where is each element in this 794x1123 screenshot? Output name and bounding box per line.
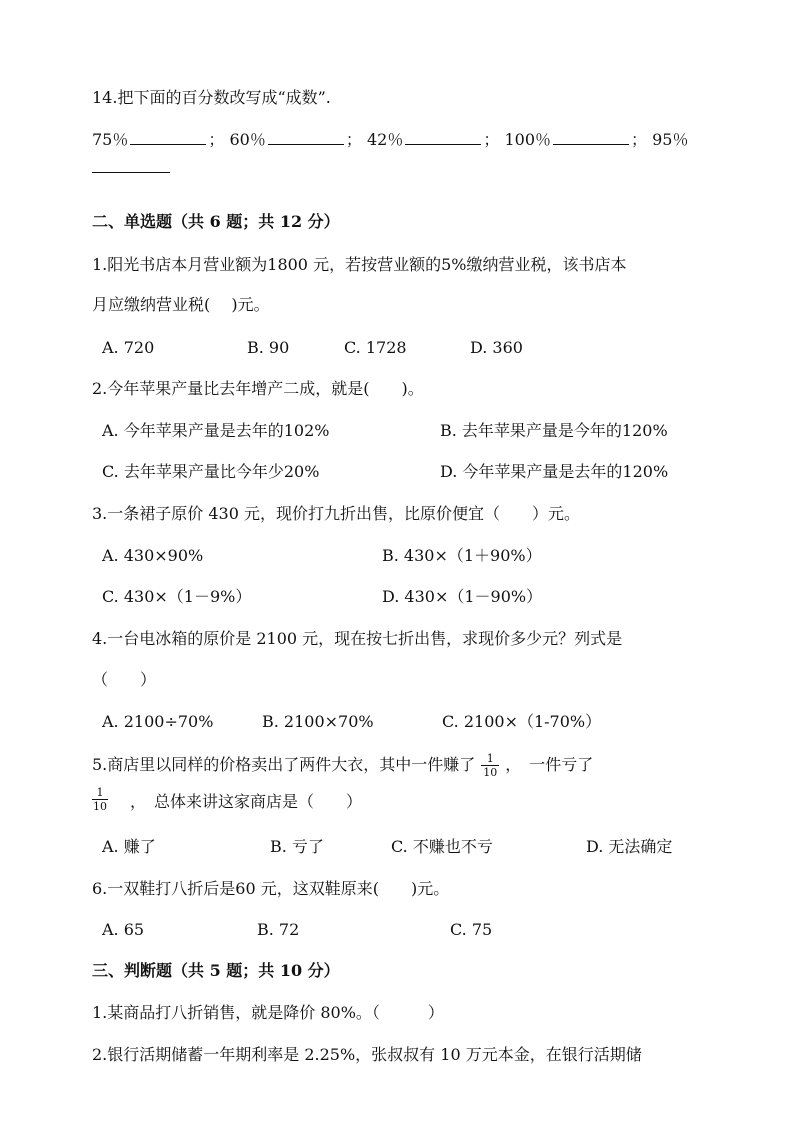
- s2-q1-option-b[interactable]: B. 90: [247, 338, 290, 357]
- section2-heading: 二、单选题（共 6 题；共 12 分）: [92, 212, 340, 231]
- s2-q6-option-c[interactable]: C. 75: [450, 920, 493, 939]
- answer-blank[interactable]: [405, 130, 481, 145]
- q14-items: 75％ ； 60％ ； 42％ ； 100％ ； 95％: [92, 130, 689, 149]
- s2-q5-option-a[interactable]: A. 赚了: [102, 837, 156, 856]
- s2-q5-option-c[interactable]: C. 不赚也不亏: [391, 837, 493, 856]
- s2-q1-line1: 1.阳光书店本月营业额为1800 元，若按营业额的5%缴纳营业税，该书店本: [92, 255, 627, 274]
- answer-blank[interactable]: [92, 172, 170, 173]
- answer-blank[interactable]: [130, 130, 206, 145]
- s2-q2-option-d[interactable]: D. 今年苹果产量是去年的120%: [440, 462, 669, 481]
- s2-q6-option-b[interactable]: B. 72: [257, 920, 300, 939]
- s2-q5-line1: 5.商店里以同样的价格卖出了两件大衣，其中一件赚了 $\frac{1}{10}$ ， 一件亏了: [92, 752, 594, 779]
- s2-q6-stem: 6.一双鞋打八折后是60 元，这双鞋原来( )元。: [92, 879, 450, 898]
- q14-item-1: 75％: [92, 130, 129, 149]
- s2-q2-option-b[interactable]: B. 去年苹果产量是今年的120%: [440, 421, 668, 440]
- s3-q1: 1.某商品打八折销售，就是降价 80%。（ ）: [92, 1003, 444, 1022]
- s2-q2-option-c[interactable]: C. 去年苹果产量比今年少20%: [102, 462, 320, 481]
- s2-q4-line1: 4.一台电冰箱的原价是 2100 元，现在按七折出售，求现价多少元？列式是: [92, 629, 623, 648]
- q14-item-3: 42％: [366, 130, 404, 149]
- s2-q1-option-d[interactable]: D. 360: [470, 338, 523, 357]
- s2-q1-line2: 月应缴纳营业税( )元。: [92, 295, 270, 314]
- fraction-one-tenth: $\frac{1}{10}$: [93, 786, 107, 813]
- s2-q1-option-c[interactable]: C. 1728: [344, 338, 407, 357]
- answer-blank[interactable]: [553, 130, 629, 145]
- s2-q3-stem: 3.一条裙子原价 430 元，现价打九折出售，比原价便宜（ ）元。: [92, 504, 580, 523]
- s2-q2-stem: 2.今年苹果产量比去年增产二成，就是( )。: [92, 379, 424, 398]
- s2-q5-option-d[interactable]: D. 无法确定: [586, 837, 673, 856]
- s2-q3-option-a[interactable]: A. 430×90%: [102, 546, 204, 565]
- s2-q2-option-a[interactable]: A. 今年苹果产量是去年的102%: [102, 421, 330, 440]
- q14-item-4: 100％: [504, 130, 551, 149]
- s2-q3-option-c[interactable]: C. 430×（1－9%）: [102, 587, 252, 606]
- s2-q4-option-c[interactable]: C. 2100×（1-70%）: [442, 712, 602, 731]
- q14-title: 14.把下面的百分数改写成“成数”.: [92, 88, 331, 107]
- q14-item-5: 95％: [652, 130, 689, 149]
- s2-q5-line2: ， 总体来讲这家商店是（ ）: [130, 792, 363, 811]
- s2-q4-line2: （ ）: [92, 670, 157, 689]
- s2-q5-option-b[interactable]: B. 亏了: [270, 837, 324, 856]
- s3-q2: 2.银行活期储蓄一年期利率是 2.25%，张叔叔有 10 万元本金，在银行活期储: [92, 1045, 642, 1064]
- s2-q1-option-a[interactable]: A. 720: [102, 338, 155, 357]
- fraction-one-tenth: $\frac{1}{10}$: [483, 752, 498, 779]
- s2-q4-option-a[interactable]: A. 2100÷70%: [102, 712, 214, 731]
- q14-item-2: 60％: [229, 130, 266, 149]
- section3-heading: 三、判断题（共 5 题；共 10 分）: [92, 961, 340, 980]
- s2-q3-option-d[interactable]: D. 430×（1－90%）: [382, 587, 543, 606]
- s2-q4-option-b[interactable]: B. 2100×70%: [262, 712, 374, 731]
- answer-blank[interactable]: [268, 130, 344, 145]
- s2-q6-option-a[interactable]: A. 65: [102, 920, 145, 939]
- s2-q3-option-b[interactable]: B. 430×（1＋90%）: [382, 546, 542, 565]
